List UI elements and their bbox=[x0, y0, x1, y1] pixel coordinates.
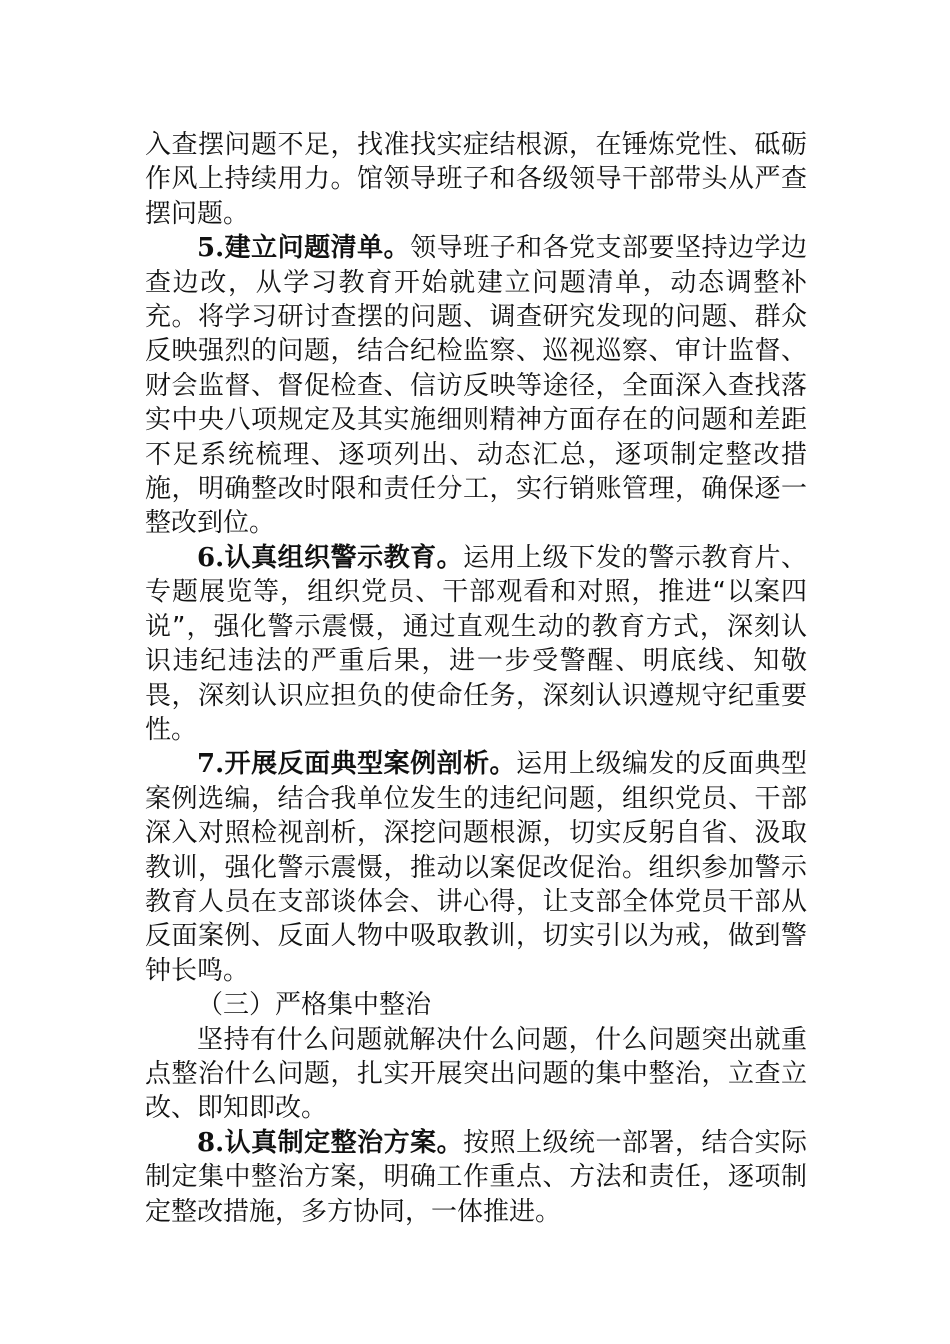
paragraph-item-7 bbox=[145, 747, 807, 988]
paragraph-item-5 bbox=[145, 231, 807, 541]
document-page bbox=[145, 128, 807, 1229]
paragraph-item-6 bbox=[145, 541, 807, 747]
item-7-heading: 7.开展反面典型案例剖析。 bbox=[197, 749, 517, 780]
paragraph-continuation bbox=[145, 128, 807, 231]
paragraph-body: 入查摆问题不足，找准找实症结根源，在锤炼党性、砥砺作风上持续用力。馆领导班子和各级领导干部带头从严查摆问题。 bbox=[145, 130, 807, 229]
item-8-heading: 8.认真制定整治方案。 bbox=[197, 1127, 464, 1158]
paragraph-item-8 bbox=[145, 1126, 807, 1229]
item-5-body: 领导班子和各党支部要坚持边学边查边改，从学习教育开始就建立问题清单，动态调整补充。将学习研讨查摆的问题、调查研究发现的问题、群众反映强烈的问题，结合纪检监察、巡视巡察、审计监督、财会监督、督促检查、信访反映等途径，全面深入查找落实中央八项规定及其实施细则精神方面存在的问题和差距不足系统梳理、逐项列出、动态汇总，逐项制定整改措施，明确整改时限和责任分工，实行销账管理，确保逐一整改到位。 bbox=[145, 233, 807, 539]
item-7-body: 运用上级编发的反面典型案例选编，结合我单位发生的违纪问题，组织党员、干部深入对照检视剖析，深挖问题根源，切实反躬自省、汲取教训，强化警示震慑，推动以案促改促治。组织参加警示教育人员在支部谈体会、讲心得，让支部全体党员干部从反面案例、反面人物中吸取教训，切实引以为戒，做到警钟长鸣。 bbox=[145, 749, 807, 986]
item-6-body: 运用上级下发的警示教育片、专题展览等，组织党员、干部观看和对照，推进“以案四说”，强化警示震慑，通过直观生动的教育方式，深刻认识违纪违法的严重后果，进一步受警醒、明底线、知敬畏，深刻认识应担负的使命任务，深刻认识遵规守纪重要性。 bbox=[145, 542, 807, 745]
section-heading: （三）严格集中整治 bbox=[197, 990, 432, 1021]
item-5-heading: 5.建立问题清单。 bbox=[197, 233, 411, 264]
paragraph-section-intro bbox=[145, 1023, 807, 1126]
section-intro-body: 坚持有什么问题就解决什么问题，什么问题突出就重点整治什么问题，扎实开展突出问题的集中整治，立查立改、即知即改。 bbox=[145, 1024, 807, 1124]
item-8-body: 按照上级统一部署，结合实际制定集中整治方案，明确工作重点、方法和责任，逐项制定整改措施，多方协同，一体推进。 bbox=[145, 1127, 807, 1227]
item-6-heading: 6.认真组织警示教育。 bbox=[197, 542, 464, 573]
